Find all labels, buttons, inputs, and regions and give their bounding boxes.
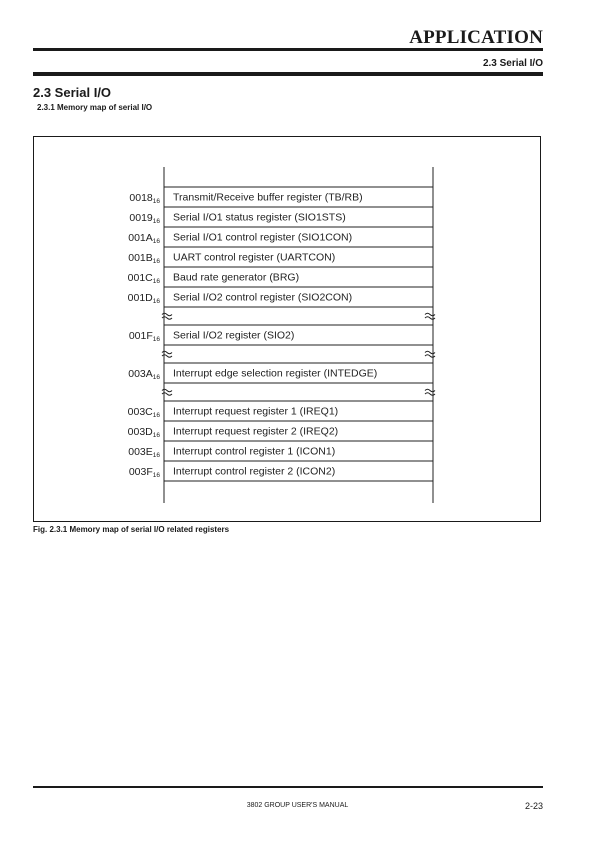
address-base-subscript: 16 xyxy=(152,432,160,439)
register-address xyxy=(128,426,161,439)
address-hex: 003C xyxy=(127,406,153,418)
page-number: 2-23 xyxy=(524,801,543,811)
footer-manual-title: 3802 GROUP USER'S MANUAL xyxy=(246,802,349,809)
register-name: Interrupt edge selection register (INTEDGE) xyxy=(173,367,378,380)
address-base-subscript: 16 xyxy=(152,412,160,419)
register-name: UART control register (UARTCON) xyxy=(173,251,336,264)
address-base-subscript: 16 xyxy=(152,374,160,381)
address-hex: 003E xyxy=(128,446,153,458)
register-address xyxy=(128,252,160,265)
footer-rule xyxy=(33,786,543,788)
address-hex: 003F xyxy=(128,466,153,478)
register-name: Interrupt control register 2 (ICON2) xyxy=(173,465,336,478)
address-hex: 0018 xyxy=(129,192,153,204)
register-name: Interrupt control register 1 (ICON1) xyxy=(173,445,336,458)
address-hex: 001C xyxy=(127,272,153,284)
register-name: Serial I/O2 register (SIO2) xyxy=(173,329,295,342)
register-name: Serial I/O2 control register (SIO2CON) xyxy=(173,291,353,304)
figure-caption: Fig. 2.3.1 Memory map of serial I/O related registers xyxy=(33,525,230,534)
address-base-subscript: 16 xyxy=(152,452,160,459)
address-base-subscript: 16 xyxy=(152,218,160,225)
register-address xyxy=(128,446,160,459)
register-address xyxy=(129,192,160,205)
register-address xyxy=(128,292,161,305)
register-address xyxy=(128,272,161,285)
running-head: 2.3 Serial I/O xyxy=(482,58,543,69)
register-name: Interrupt request register 2 (IREQ2) xyxy=(173,425,339,438)
address-base-subscript: 16 xyxy=(152,472,160,479)
address-hex: 003A xyxy=(128,368,153,380)
register-name: Transmit/Receive buffer register (TB/RB) xyxy=(173,191,363,204)
address-hex: 001A xyxy=(128,232,153,244)
register-address xyxy=(129,212,160,225)
register-name: Interrupt request register 1 (IREQ1) xyxy=(173,405,339,418)
register-address xyxy=(129,330,161,343)
register-address xyxy=(128,368,160,381)
chapter-title: APPLICATION xyxy=(409,27,543,48)
address-base-subscript: 16 xyxy=(152,278,160,285)
address-base-subscript: 16 xyxy=(152,298,160,305)
address-base-subscript: 16 xyxy=(152,238,160,245)
register-name: Serial I/O1 status register (SIO1STS) xyxy=(173,211,346,224)
register-name: Serial I/O1 control register (SIO1CON) xyxy=(173,231,353,244)
address-hex: 001D xyxy=(127,292,153,304)
address-base-subscript: 16 xyxy=(152,336,160,343)
register-address xyxy=(128,232,160,245)
register-address xyxy=(128,406,161,419)
address-hex: 001F xyxy=(128,330,153,342)
address-hex: 003D xyxy=(127,426,153,438)
section-title: 2.3 Serial I/O xyxy=(33,85,112,100)
subsection-title: 2.3.1 Memory map of serial I/O xyxy=(37,103,153,112)
address-base-subscript: 16 xyxy=(152,258,160,265)
address-hex: 001B xyxy=(128,252,153,264)
register-address xyxy=(129,466,161,479)
register-name: Baud rate generator (BRG) xyxy=(173,271,300,284)
address-hex: 0019 xyxy=(129,212,153,224)
address-base-subscript: 16 xyxy=(152,198,160,205)
